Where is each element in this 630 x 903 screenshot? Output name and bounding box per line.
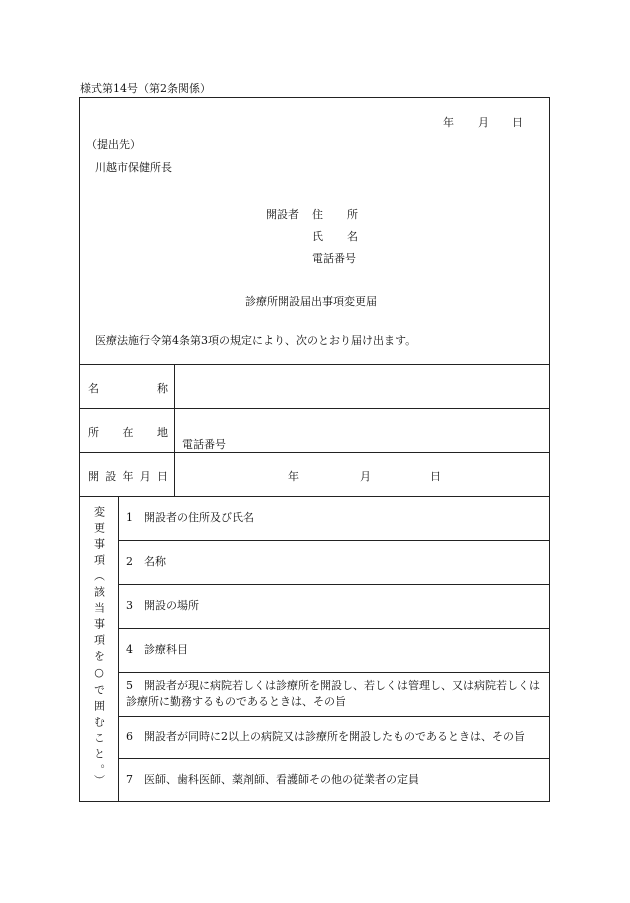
applicant-role: 開設者 (266, 208, 299, 221)
opened-year: 年 (288, 470, 299, 483)
opened-day: 日 (430, 470, 441, 483)
date-year: 年 (443, 116, 454, 129)
change-item: 5 開設者が現に病院若しくは診療所を開設し、若しくは管理し、又は病院若しくは診療所に勤務するものであるときは、その旨 (126, 679, 540, 708)
facility-phone-label: 電話番号 (182, 438, 226, 451)
facility-name-label: 名 称 (88, 382, 168, 395)
facility-location-label: 所 在 地 (88, 426, 168, 439)
row-divider (118, 540, 549, 541)
change-items-label: 変更事項（該当事項を○で囲むこと。） (92, 506, 106, 791)
form-frame (79, 97, 550, 802)
row-divider (80, 496, 549, 497)
date-day: 日 (512, 116, 523, 129)
change-item: 7 医師、歯科医師、薬剤師、看護師その他の従業者の定員 (126, 773, 419, 786)
column-divider (118, 496, 119, 802)
applicant-phone-label: 電話番号 (312, 252, 356, 265)
row-divider (118, 672, 549, 673)
row-divider (80, 408, 549, 409)
row-divider (80, 452, 549, 453)
submit-to: 川越市保健所長 (95, 161, 172, 174)
date-month: 月 (478, 116, 489, 129)
form-number: 様式第14号（第2条関係） (80, 82, 211, 95)
opened-month: 月 (360, 470, 371, 483)
submit-to-label: （提出先） (86, 138, 141, 151)
row-divider (118, 628, 549, 629)
row-divider (80, 364, 549, 365)
change-item: 6 開設者が同時に2以上の病院又は診療所を開設したものであるときは、その旨 (126, 730, 525, 743)
row-divider (118, 584, 549, 585)
applicant-name-label: 氏 名 (312, 230, 358, 243)
column-divider (174, 364, 175, 496)
change-item: 4 診療科目 (126, 643, 188, 656)
row-divider (118, 758, 549, 759)
change-item: 2 名称 (126, 555, 166, 568)
intro-text: 医療法施行令第4条第3項の規定により、次のとおり届け出ます。 (95, 334, 417, 347)
change-item: 3 開設の場所 (126, 599, 199, 612)
applicant-address-label: 住 所 (312, 208, 358, 221)
row-divider (118, 716, 549, 717)
document-title: 診療所開設届出事項変更届 (245, 295, 377, 308)
change-item: 1 開設者の住所及び氏名 (126, 511, 254, 524)
opened-date-label: 開 設 年 月 日 (88, 470, 168, 483)
